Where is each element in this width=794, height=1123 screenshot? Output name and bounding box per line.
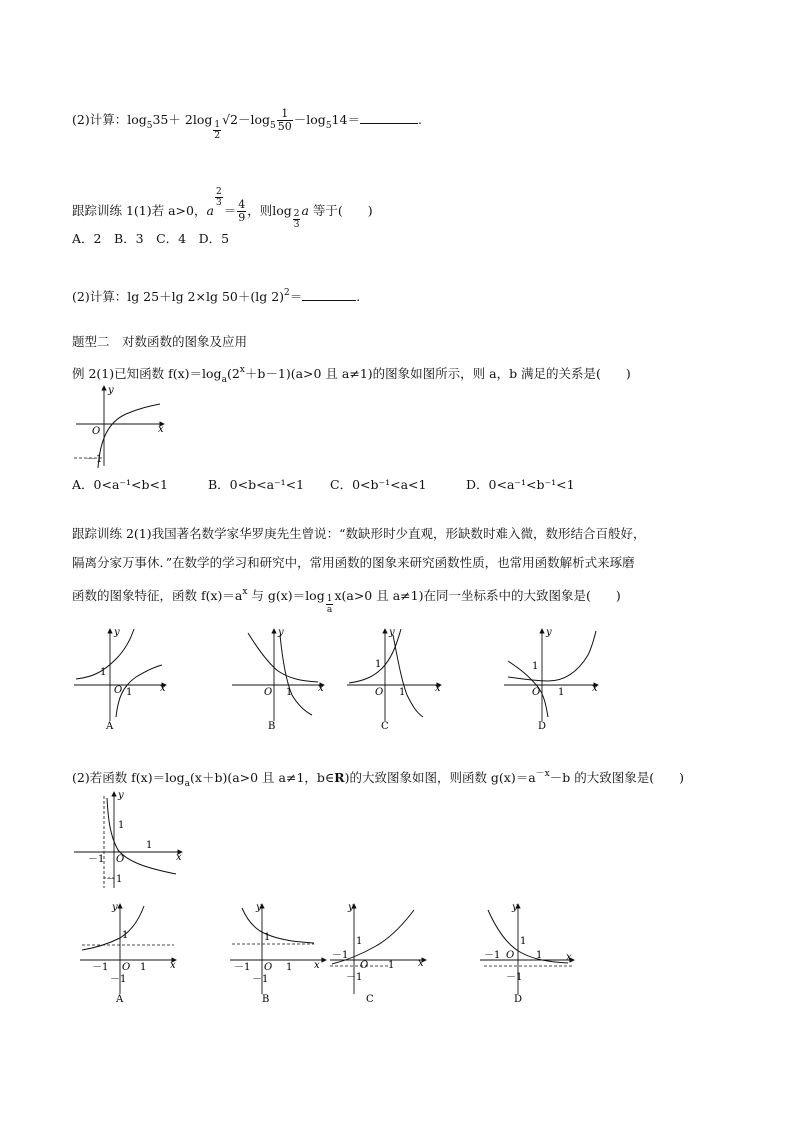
calc-question-2 <box>72 108 422 141</box>
answer-blank[interactable] <box>360 111 418 124</box>
svg-text:y: y <box>512 902 518 913</box>
fraction-numerator: 2 <box>293 209 300 219</box>
superscript: x <box>242 587 248 597</box>
svg-text:x: x <box>592 683 598 694</box>
svg-text:x: x <box>314 960 320 971</box>
example-2-graph <box>68 380 178 470</box>
svg-text:1: 1 <box>140 962 147 973</box>
log-base-fraction <box>293 209 301 230</box>
svg-text:1: 1 <box>118 820 125 831</box>
svg-text:O: O <box>264 962 273 973</box>
svg-text:1: 1 <box>264 932 271 943</box>
log-term: log <box>272 203 292 218</box>
svg-text:x: x <box>435 683 441 694</box>
svg-text:x: x <box>318 683 324 694</box>
svg-text:y: y <box>256 902 262 913</box>
svg-text:1: 1 <box>126 687 133 698</box>
question-text: (2 <box>226 366 240 381</box>
svg-text:－1: －1 <box>106 874 123 885</box>
svg-text:1: 1 <box>286 687 293 698</box>
answer-blank[interactable] <box>302 288 356 301</box>
question-text: －b 的大致图象是( ) <box>549 770 684 785</box>
y-label: y <box>108 385 114 396</box>
track-2-line-2: 隔离分家万事休．”在数学的学习和研究中，常用函数的图象来研究函数性质，也常用函数解析式来琢磨 <box>72 555 635 570</box>
question-text: (2)若函数 f(x)＝log <box>72 770 185 785</box>
svg-text:x: x <box>170 960 176 971</box>
svg-text:－1: －1 <box>484 950 501 961</box>
graph-2-option-b <box>228 900 330 1008</box>
fraction-denominator: 9 <box>238 211 246 224</box>
subscript: a <box>184 779 191 789</box>
svg-text:y: y <box>348 902 354 913</box>
svg-text:C: C <box>381 721 389 732</box>
period: . <box>417 112 422 127</box>
fraction-numerator: 4 <box>238 198 246 211</box>
fraction-numerator: 2 <box>215 187 222 197</box>
svg-text:－1: －1 <box>346 972 363 983</box>
choice-d: D．0<a⁻¹<b⁻¹<1 <box>466 477 575 492</box>
equals: ＝ <box>289 289 303 304</box>
svg-text:y: y <box>118 790 124 801</box>
svg-text:B: B <box>262 994 270 1005</box>
log-base: 5 <box>146 121 153 131</box>
log-arg: a <box>301 203 309 218</box>
question-text: )的大致图象如图，则函数 g(x)＝a <box>344 770 536 785</box>
section-title: 题型二 对数函数的图象及应用 <box>72 334 248 349</box>
period: . <box>356 289 361 304</box>
svg-text:O: O <box>375 687 384 698</box>
svg-text:y: y <box>114 627 120 638</box>
svg-text:－1: －1 <box>332 950 349 961</box>
svg-text:O: O <box>122 962 131 973</box>
svg-text:y: y <box>389 627 395 638</box>
svg-text:O: O <box>264 687 273 698</box>
choice-a: A．0<a⁻¹<b<1 <box>72 477 168 492</box>
svg-text:D: D <box>538 721 547 732</box>
svg-text:－1: －1 <box>252 974 269 985</box>
track-2-line-1: 跟踪训练 2(1)我国著名数学家华罗庚先生曾说：“数缺形时少直观，形缺数时难入微，数形结合百般好， <box>72 526 646 541</box>
svg-text:1: 1 <box>388 960 395 971</box>
question-text: 与 g(x)＝log <box>247 588 325 603</box>
question-text: 函数的图象特征，函数 f(x)＝a <box>72 588 243 603</box>
log-term: －log <box>293 112 326 127</box>
graph-option-b <box>228 625 328 735</box>
svg-text:O: O <box>116 854 125 865</box>
track-2-main-graph <box>70 788 190 890</box>
origin-label: O <box>92 426 101 437</box>
exponent-fraction <box>215 187 223 208</box>
svg-text:1: 1 <box>536 950 543 961</box>
svg-text:C: C <box>366 994 374 1005</box>
svg-text:x: x <box>160 683 166 694</box>
log-base: 5 <box>270 121 276 131</box>
fraction-denominator: 2 <box>214 131 221 141</box>
question-text: (2)计算：lg 25＋lg 2×lg 50＋(lg 2) <box>72 289 285 304</box>
svg-text:y: y <box>278 627 284 638</box>
svg-text:－1: －1 <box>92 962 109 973</box>
question-prefix: (2)计算： <box>72 112 128 127</box>
superscript: x <box>239 365 245 375</box>
sqrt-term: √2 <box>222 112 239 127</box>
function-curve <box>98 404 160 468</box>
fraction-numerator: 1 <box>326 594 333 604</box>
fraction-numerator: 1 <box>214 120 221 130</box>
track-2-line-3 <box>72 583 621 615</box>
graph-option-a <box>70 625 170 735</box>
svg-text:1: 1 <box>532 661 539 672</box>
log-base: 5 <box>325 121 332 131</box>
svg-text:1: 1 <box>356 936 363 947</box>
graph-2-option-a <box>78 900 180 1008</box>
log-term: log <box>127 112 147 127</box>
choice-b: B．0<b<a⁻¹<1 <box>208 477 305 492</box>
fraction-denominator: 3 <box>215 198 222 208</box>
fraction-denominator: 50 <box>277 120 292 133</box>
svg-text:x: x <box>176 852 182 863</box>
graph-option-d <box>502 625 602 735</box>
graph-option-c <box>345 625 445 735</box>
svg-text:1: 1 <box>520 936 527 947</box>
svg-text:－1: －1 <box>234 962 251 973</box>
graph-2-option-d <box>478 900 580 1008</box>
track-1-question-1 <box>72 187 373 230</box>
svg-text:O: O <box>506 950 515 961</box>
real-set-symbol: R <box>334 770 345 785</box>
svg-text:y: y <box>112 902 118 913</box>
subscript: a <box>221 375 227 385</box>
svg-text:1: 1 <box>146 840 153 851</box>
question-text: 例 2(1)已知函数 f(x)＝log <box>72 366 222 381</box>
log-base-fraction <box>326 594 334 615</box>
choice-c: C．0<b⁻¹<a<1 <box>330 477 427 492</box>
fraction-denominator: 3 <box>293 220 300 230</box>
question-prefix: 跟踪训练 1(1)若 a>0， <box>72 203 207 218</box>
graph-2-option-c <box>328 900 430 1008</box>
log-term: －log <box>238 112 271 127</box>
connector: ，则 <box>247 203 273 218</box>
svg-text:A: A <box>106 721 114 732</box>
track-1-choices: A．2 B．3 C．4 D．5 <box>72 231 230 246</box>
track-1-question-2 <box>72 284 360 306</box>
svg-text:1: 1 <box>286 962 293 973</box>
log-arg-fraction <box>277 108 293 133</box>
log-base-fraction <box>213 120 221 141</box>
svg-text:O: O <box>360 960 369 971</box>
svg-text:y: y <box>546 627 552 638</box>
log-term: log <box>192 112 213 127</box>
svg-text:1: 1 <box>558 687 565 698</box>
question-text: ＋b－1)(a>0 且 a≠1)的图象如图所示，则 a，b 满足的关系是( ) <box>244 366 631 381</box>
svg-text:B: B <box>268 721 276 732</box>
rhs-fraction <box>237 199 246 224</box>
equals: ＝ <box>223 203 237 218</box>
svg-text:－1: －1 <box>88 854 105 865</box>
neg-one-label: －1 <box>86 454 103 465</box>
svg-text:1: 1 <box>122 930 129 941</box>
superscript: 2 <box>284 288 290 298</box>
svg-text:1: 1 <box>375 659 382 670</box>
svg-text:O: O <box>114 685 123 696</box>
svg-text:1: 1 <box>399 687 406 698</box>
variable-a: a <box>206 203 214 218</box>
svg-text:x: x <box>418 958 424 969</box>
log-arg: 14＝ <box>331 112 360 127</box>
svg-text:－1: －1 <box>110 974 127 985</box>
svg-text:A: A <box>116 994 124 1005</box>
svg-text:O: O <box>532 687 541 698</box>
question-text: (x＋b)(a>0 且 a≠1，b∈ <box>190 770 335 785</box>
superscript: －x <box>535 769 550 779</box>
svg-text:x: x <box>566 952 572 963</box>
x-label: x <box>158 424 164 435</box>
svg-text:D: D <box>514 994 523 1005</box>
fraction-denominator: a <box>326 605 333 615</box>
svg-text:－1: －1 <box>506 972 523 983</box>
fraction-numerator: 1 <box>277 108 293 121</box>
question-suffix: 等于( ) <box>308 203 373 218</box>
svg-text:1: 1 <box>100 667 107 678</box>
log-arg: 35＋ 2 <box>152 112 193 127</box>
question-text: x(a>0 且 a≠1)在同一坐标系中的大致图象是( ) <box>334 588 621 603</box>
